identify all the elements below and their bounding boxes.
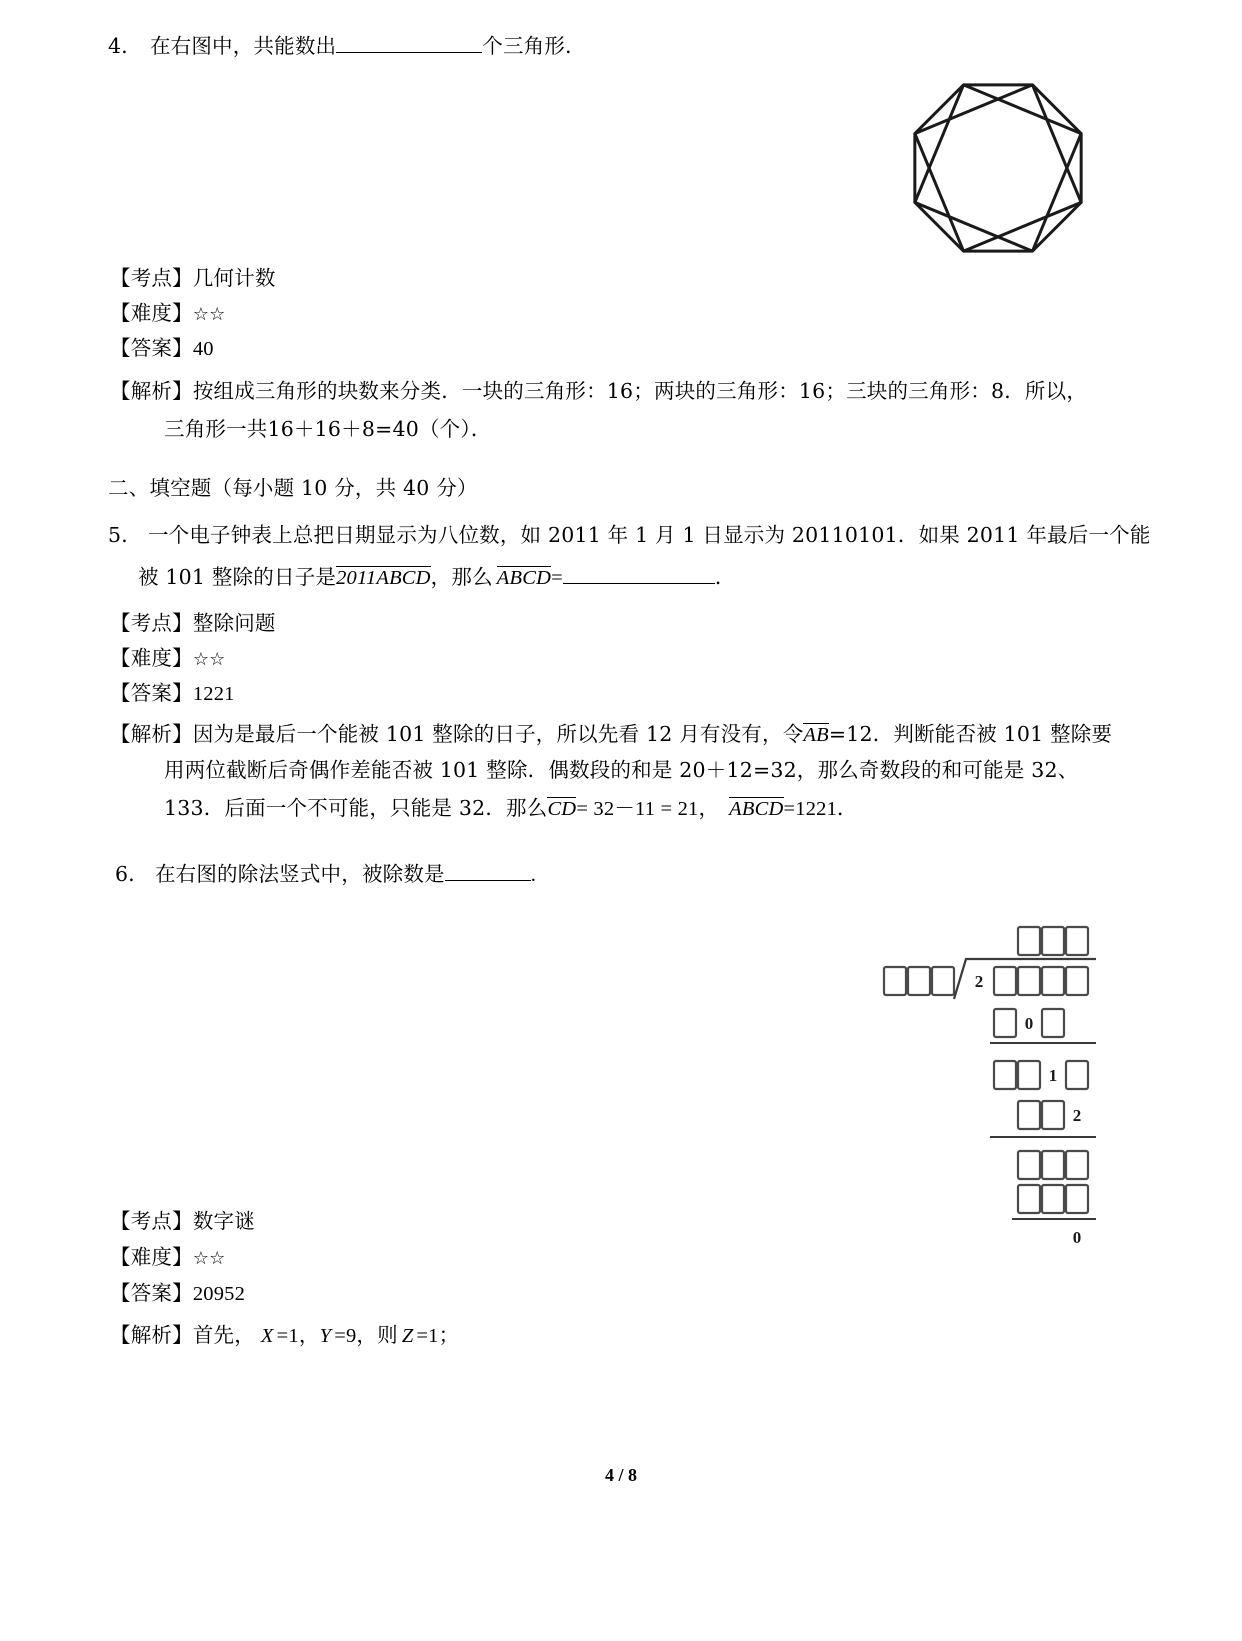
long-division-svg [860,905,1100,1247]
quotient-box [1042,927,1064,955]
octagon-diagonal [1032,134,1081,252]
problem-6-kaodian [110,1211,255,1233]
section-2-heading [108,478,478,500]
quotient-box [1066,927,1088,955]
kaodian-value: 整除问题 [192,611,276,635]
step4-box [1042,1151,1064,1179]
problem-4-jiexi-line2 [164,419,492,441]
equation-1: =1 [276,1325,299,1347]
jiexi-text-b: =12．判断能否被 101 整除要 [828,722,1113,746]
problem-5-answer-blank [563,583,715,584]
problem-6-jiexi-line1 [110,1325,459,1347]
page-number: 4 / 8 [604,1465,637,1485]
overline-2011abcd: 2011ABCD [336,567,431,589]
jiexi-text-a: 因为是最后一个能被 101 整除的日子，所以先看 12 月有没有，令 [192,722,804,746]
quotient-box [1018,927,1040,955]
problem-6-nandu [110,1247,226,1269]
problem-4-stem [108,36,586,58]
step3-box [1042,1101,1064,1129]
overline-abcd: ABCD [729,798,784,820]
daan-value: 20952 [192,1283,246,1305]
problem-4-stem-after: 个三角形． [482,34,586,58]
octagon-outline [915,85,1081,251]
kaodian-label: 【考点】 [110,611,193,635]
difficulty-stars: ☆☆ [192,304,226,325]
nandu-label: 【难度】 [110,1245,193,1269]
problem-4-nandu [110,303,226,325]
jiexi-label: 【解析】 [110,379,193,403]
step2-known-digit: 1 [1048,1066,1058,1085]
octagon-diagonal [964,85,1082,134]
separator-1: ， [298,1323,320,1347]
problem-5-stem-line2 [138,566,736,590]
step3-known-digit: 2 [1072,1106,1082,1125]
jiexi-label: 【解析】 [110,1323,193,1347]
nandu-label: 【难度】 [110,646,193,670]
octagon-svg [898,68,1098,268]
dividend-box [1042,967,1064,995]
problem-5-stem-text-a: 被 101 整除的日子是 [138,565,337,589]
step2-box [1066,1061,1088,1089]
overline-abcd: ABCD [496,567,552,589]
equation-3: =1； [416,1325,460,1347]
octagon-diagonal [1032,85,1081,203]
problem-4-stem-before: 在右图中，共能数出 [149,34,337,58]
divisor-box [884,967,906,995]
problem-5-equals: = [551,567,563,589]
daan-value: 40 [192,338,214,360]
kaodian-value: 数字谜 [192,1209,255,1233]
step4-box [1066,1151,1088,1179]
problem-5-stem-line1 [108,525,1151,547]
daan-label: 【答案】 [110,336,193,360]
dividend-box [1018,967,1040,995]
problem-6-answer-blank [445,880,531,881]
jiexi-text: 用两位截断后奇偶作差能否被 101 整除．偶数段的和是 20＋12=32，那么奇数段的和可能是 32、 [164,758,1079,782]
section-2-heading-text: 二、填空题（每小题 10 分，共 40 分） [108,476,478,500]
jiexi-text-a: 首先， [192,1323,255,1347]
variable-y: Y [319,1325,332,1347]
problem-4-jiexi-line1 [110,381,1087,403]
equation-2: =9 [334,1325,357,1347]
step1-known-digit: 0 [1024,1014,1034,1033]
separator-2: ，则 [356,1323,398,1347]
divisor-box [932,967,954,995]
problem-5-jiexi-line3 [164,797,858,821]
step1-box [994,1009,1016,1037]
kaodian-label: 【考点】 [110,1209,193,1233]
remainder-digit: 0 [1072,1228,1082,1247]
divisor-box [908,967,930,995]
octagon-diagonal [915,85,1033,134]
jiexi-text-a: 133．后面一个不可能，只能是 32．那么 [164,796,548,820]
problem-5-nandu [110,648,226,670]
nandu-label: 【难度】 [110,301,193,325]
jiexi-text-c: =1221． [783,798,858,820]
variable-x: X [260,1325,274,1347]
problem-6-stem-before: 在右图的除法竖式中，被除数是 [154,862,445,886]
jiexi-text: 按组成三角形的块数来分类．一块的三角形：16；两块的三角形：16；三块的三角形：8．所以， [192,379,1088,403]
difficulty-stars: ☆☆ [192,1248,226,1269]
overline-cd: CD [547,798,577,820]
problem-5-stem-period: ． [714,565,736,589]
problem-4-kaodian [110,268,276,290]
step1-box [1042,1009,1064,1037]
daan-label: 【答案】 [110,681,193,705]
dividend-known-digit: 2 [974,972,984,991]
octagon-diagonal [915,202,1033,251]
problem-5-stem-text: 一个电子钟表上总把日期显示为八位数，如 2011 年 1 月 1 日显示为 20110101．如果 2011 年最后一个能 [147,523,1151,547]
step4-box [1018,1185,1040,1213]
jiexi-label: 【解析】 [110,722,193,746]
jiexi-text-b: = 32－11 = 21， [576,798,720,820]
problem-4-daan [110,338,214,360]
dividend-box [1066,967,1088,995]
step4-box [1066,1185,1088,1213]
problem-6-stem [115,864,536,886]
problem-5-stem-text-b: ，那么 [430,565,493,589]
problem-6-stem-after: . [530,864,537,886]
step4-box [1018,1151,1040,1179]
dividend-box [994,967,1016,995]
problem-5-daan [110,683,235,705]
daan-value: 1221 [192,683,235,705]
octagon-diagonal [915,85,964,203]
problem-6-number: 6． [115,862,149,886]
step3-box [1018,1101,1040,1129]
step2-box [1018,1061,1040,1089]
difficulty-stars: ☆☆ [192,649,226,670]
kaodian-label: 【考点】 [110,266,193,290]
octagon-diagonal [915,134,964,252]
problem-6-daan [110,1283,245,1305]
problem-4-answer-blank [336,52,482,53]
overline-ab: AB [803,724,829,746]
variable-z: Z [401,1325,414,1347]
step4-box [1042,1185,1064,1213]
problem-5-kaodian [110,613,276,635]
jiexi-text: 三角形一共16＋16＋8=40（个）． [164,417,492,441]
octagon-figure [898,68,1098,268]
problem-5-jiexi-line1 [110,723,1112,747]
octagon-diagonal [964,202,1082,251]
kaodian-value: 几何计数 [192,266,276,290]
problem-5-jiexi-line2 [164,760,1078,782]
problem-4-number: 4． [108,34,142,58]
daan-label: 【答案】 [110,1281,193,1305]
long-division-figure [860,905,1100,1247]
step2-box [994,1061,1016,1089]
problem-5-number: 5． [108,523,142,547]
